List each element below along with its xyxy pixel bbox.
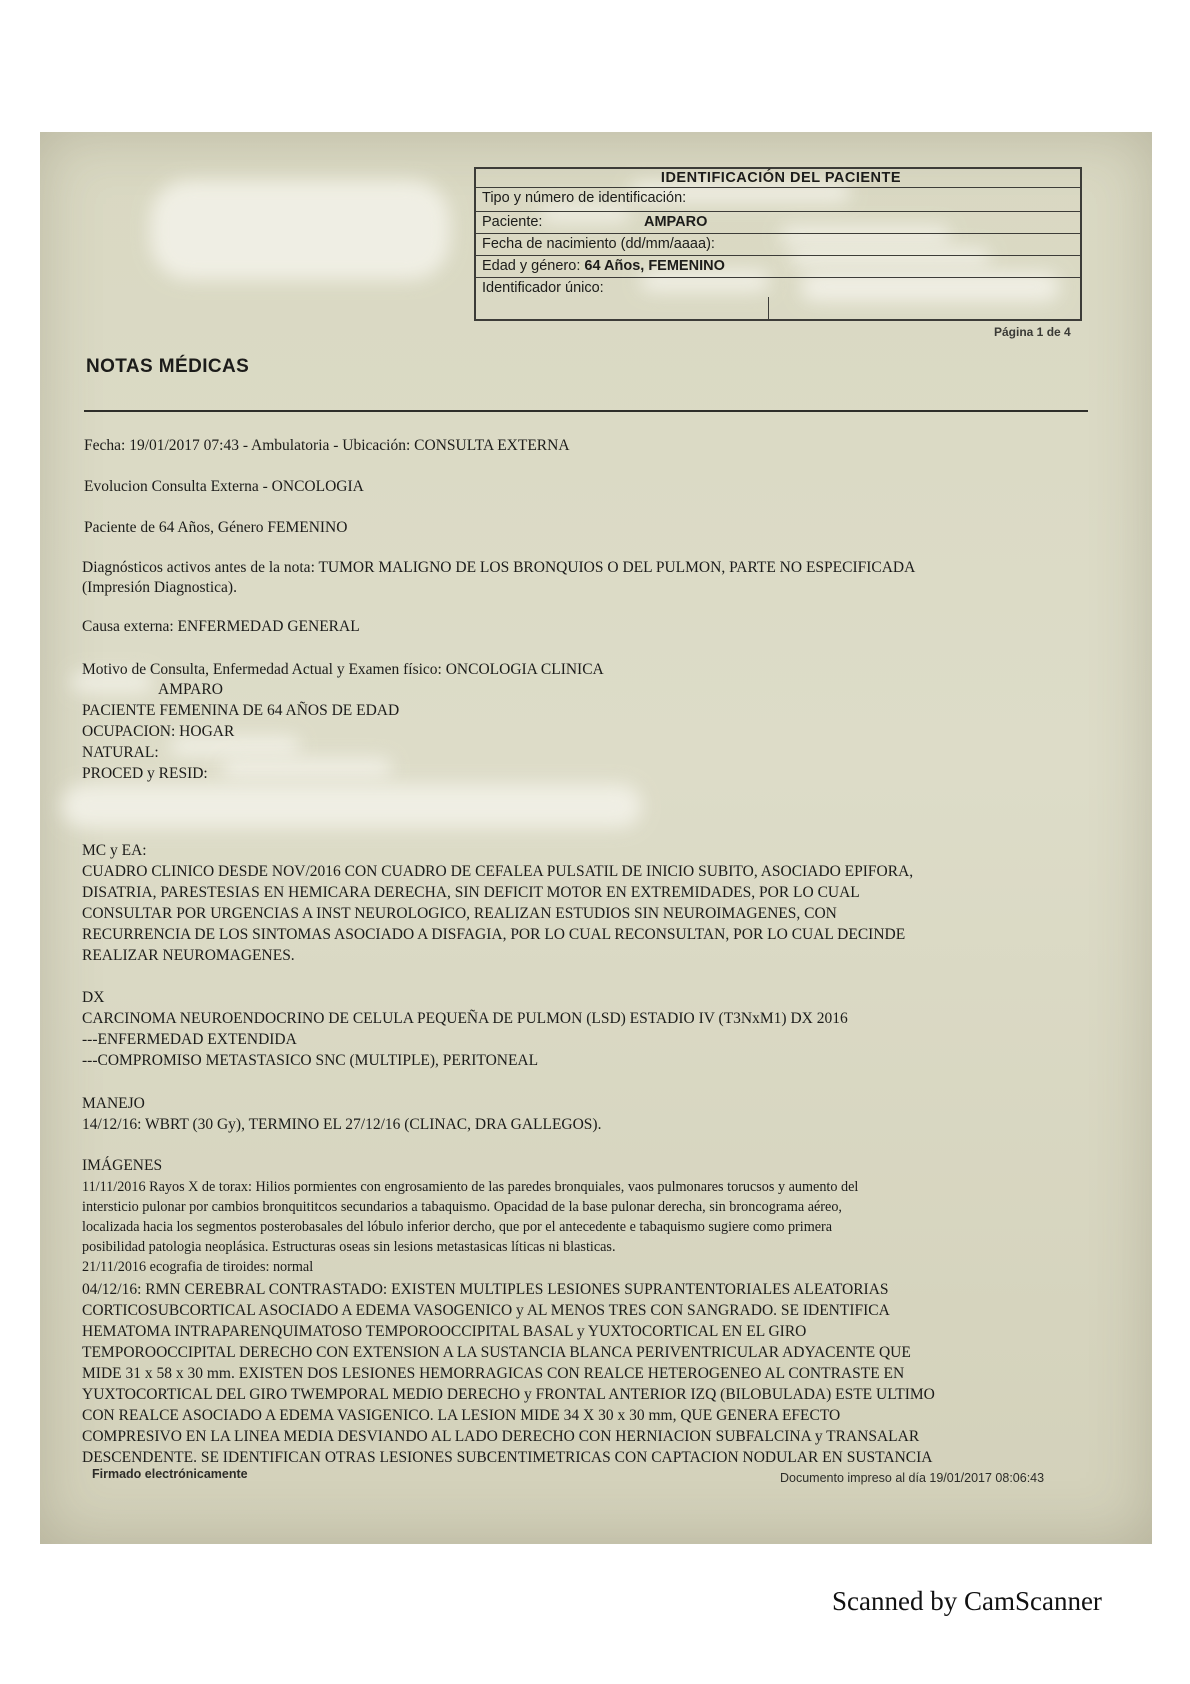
- imagenes-line: 21/11/2016 ecografia de tiroides: normal: [82, 1259, 314, 1275]
- rmn-line: COMPRESIVO EN LA LINEA MEDIA DESVIANDO AL LADO DERECHO CON HERNIACION SUBFALCINA y TRANSALAR: [82, 1428, 920, 1445]
- motivo-line: NATURAL:: [82, 744, 159, 761]
- page-number: Página 1 de 4: [994, 325, 1071, 339]
- diagnosticos-line-1: Diagnósticos activos antes de la nota: TUMOR MALIGNO DE LOS BRONQUIOS O DEL PULMON, PARTE NO ESPECIFICADA: [82, 559, 916, 576]
- impreso-label: Documento impreso al día 19/01/2017 08:06:43: [780, 1471, 1045, 1485]
- motivo-line: OCUPACION: HOGAR: [82, 723, 235, 740]
- redaction-proced: [222, 758, 392, 778]
- identifier-row: [476, 277, 1080, 299]
- age-gender-label: Edad y género:: [482, 258, 581, 274]
- rmn-line: DESCENDENTE. SE IDENTIFICAN OTRAS LESIONES SUBCENTIMETRICAS CON CAPTACION NODULAR EN SUSTANCIA: [82, 1449, 933, 1466]
- motivo-line: PROCED y RESID:: [82, 765, 208, 782]
- identifier-divider: [768, 297, 769, 319]
- mc-line: REALIZAR NEUROMAGENES.: [82, 947, 295, 964]
- rmn-line: MIDE 31 x 58 x 30 mm. EXISTEN DOS LESIONES HEMORRAGICAS CON REALCE HETEROGENEO AL CONTRASTE EN: [82, 1365, 905, 1382]
- paciente-label: Paciente:: [482, 214, 543, 230]
- rmn-line: HEMATOMA INTRAPARENQUIMATOSO TEMPOROOCCIPITAL BASAL y YUXTOCORTICAL EN EL GIRO: [82, 1323, 807, 1340]
- fecha-line: Fecha: 19/01/2017 07:43 - Ambulatoria - Ubicación: CONSULTA EXTERNA: [84, 437, 570, 454]
- dx-heading: DX: [82, 989, 105, 1006]
- imagenes-heading: IMÁGENES: [82, 1157, 163, 1174]
- imagenes-line: 11/11/2016 Rayos X de torax: Hilios pormientes con engrosamiento de las paredes bronquiales, vaos pulmonares torucsos y aumento del: [82, 1179, 859, 1195]
- age-gender-row: [476, 255, 1080, 277]
- motivo-line: Motivo de Consulta, Enfermedad Actual y Examen físico: ONCOLOGIA CLINICA: [82, 661, 604, 678]
- manejo-line: 14/12/16: WBRT (30 Gy), TERMINO EL 27/12/16 (CLINAC, DRA GALLEGOS).: [82, 1116, 602, 1133]
- mc-line: CONSULTAR POR URGENCIAS A INST NEUROLOGICO, REALIZAN ESTUDIOS SIN NEUROIMAGENES, CON: [82, 905, 837, 922]
- age-gender-value: 64 Años, FEMENINO: [584, 258, 725, 274]
- dx-line: CARCINOMA NEUROENDOCRINO DE CELULA PEQUEÑA DE PULMON (LSD) ESTADIO IV (T3NxM1) DX 2016: [82, 1010, 848, 1027]
- paciente-value: AMPARO: [644, 214, 708, 230]
- manejo-heading: MANEJO: [82, 1095, 145, 1112]
- rmn-line: 04/12/16: RMN CEREBRAL CONTRASTADO: EXISTEN MULTIPLES LESIONES SUPRANTENTORIALES ALEATORIAS: [82, 1281, 889, 1298]
- id-type-label: Tipo y número de identificación:: [482, 190, 687, 206]
- paciente-line: Paciente de 64 Años, Género FEMENINO: [84, 519, 348, 536]
- camscanner-watermark: Scanned by CamScanner: [832, 1586, 1102, 1616]
- dx-line: ---COMPROMISO METASTASICO SNC (MULTIPLE), PERITONEAL: [82, 1052, 539, 1069]
- rmn-line: CORTICOSUBCORTICAL ASOCIADO A EDEMA VASOGENICO y AL MENOS TRES CON SANGRADO. SE IDENTIFICA: [82, 1302, 890, 1319]
- mc-line: CUADRO CLINICO DESDE NOV/2016 CON CUADRO DE CEFALEA PULSATIL DE INICIO SUBITO, ASOCIADO EPIFORA,: [82, 863, 914, 880]
- evolucion-line: Evolucion Consulta Externa - ONCOLOGIA: [84, 478, 364, 495]
- motivo-line: AMPARO: [158, 681, 223, 698]
- imagenes-line: intersticio pulonar por cambios bronquititcos secundarios a tabaquismo. Opacidad de la base pulonar derecha, sin broncograma aéreo,: [82, 1199, 842, 1215]
- imagenes-line: localizada hacia los segmentos posterobasales del lóbulo inferior dercho, que por el antecedente e tabaquismo sugiere como primera: [82, 1219, 833, 1235]
- imagenes-line: posibilidad patologia neoplásica. Estructuras oseas sin lesions metastasicas líticas ni blasticas.: [82, 1239, 616, 1255]
- identifier-label: Identificador único:: [482, 280, 604, 296]
- dx-line: ---ENFERMEDAD EXTENDIDA: [82, 1031, 297, 1048]
- patient-id-table: [474, 167, 1082, 321]
- diagnosticos-line-2: (Impresión Diagnostica).: [82, 579, 237, 596]
- page-title: NOTAS MÉDICAS: [86, 356, 250, 377]
- rmn-line: YUXTOCORTICAL DEL GIRO TWEMPORAL MEDIO DERECHO y FRONTAL ANTERIOR IZQ (BILOBULADA) ESTE ULTIMO: [82, 1386, 935, 1403]
- id-table-title: IDENTIFICACIÓN DEL PACIENTE: [476, 169, 1080, 188]
- redaction-top-left: [150, 180, 450, 280]
- rmn-line: CON REALCE ASOCIADO A EDEMA VASIGENICO. LA LESION MIDE 34 X 30 x 30 mm, QUE GENERA EFECTO: [82, 1407, 841, 1424]
- firmado-label: Firmado electrónicamente: [92, 1467, 248, 1481]
- rmn-line: TEMPOROOCCIPITAL DERECHO CON EXTENSION A LA SUSTANCIA BLANCA PERIVENTRICULAR ADYACENTE QUE: [82, 1344, 911, 1361]
- mc-line: RECURRENCIA DE LOS SINTOMAS ASOCIADO A DISFAGIA, POR LO CUAL RECONSULTAN, POR LO CUAL DECINDE: [82, 926, 906, 943]
- id-type-row: [476, 188, 1080, 209]
- motivo-line: PACIENTE FEMENINA DE 64 AÑOS DE EDAD: [82, 702, 400, 719]
- title-rule: [84, 410, 1088, 412]
- mc-heading: MC y EA:: [82, 842, 147, 859]
- causa-line: Causa externa: ENFERMEDAD GENERAL: [82, 618, 360, 635]
- birthdate-label: Fecha de nacimiento (dd/mm/aaaa):: [482, 236, 715, 252]
- birthdate-row: [476, 233, 1080, 255]
- paciente-row: [476, 211, 1080, 233]
- redaction-address: [62, 784, 642, 828]
- mc-line: DISATRIA, PARESTESIAS EN HEMICARA DERECHA, SIN DEFICIT MOTOR EN EXTREMIDADES, POR LO CUAL: [82, 884, 860, 901]
